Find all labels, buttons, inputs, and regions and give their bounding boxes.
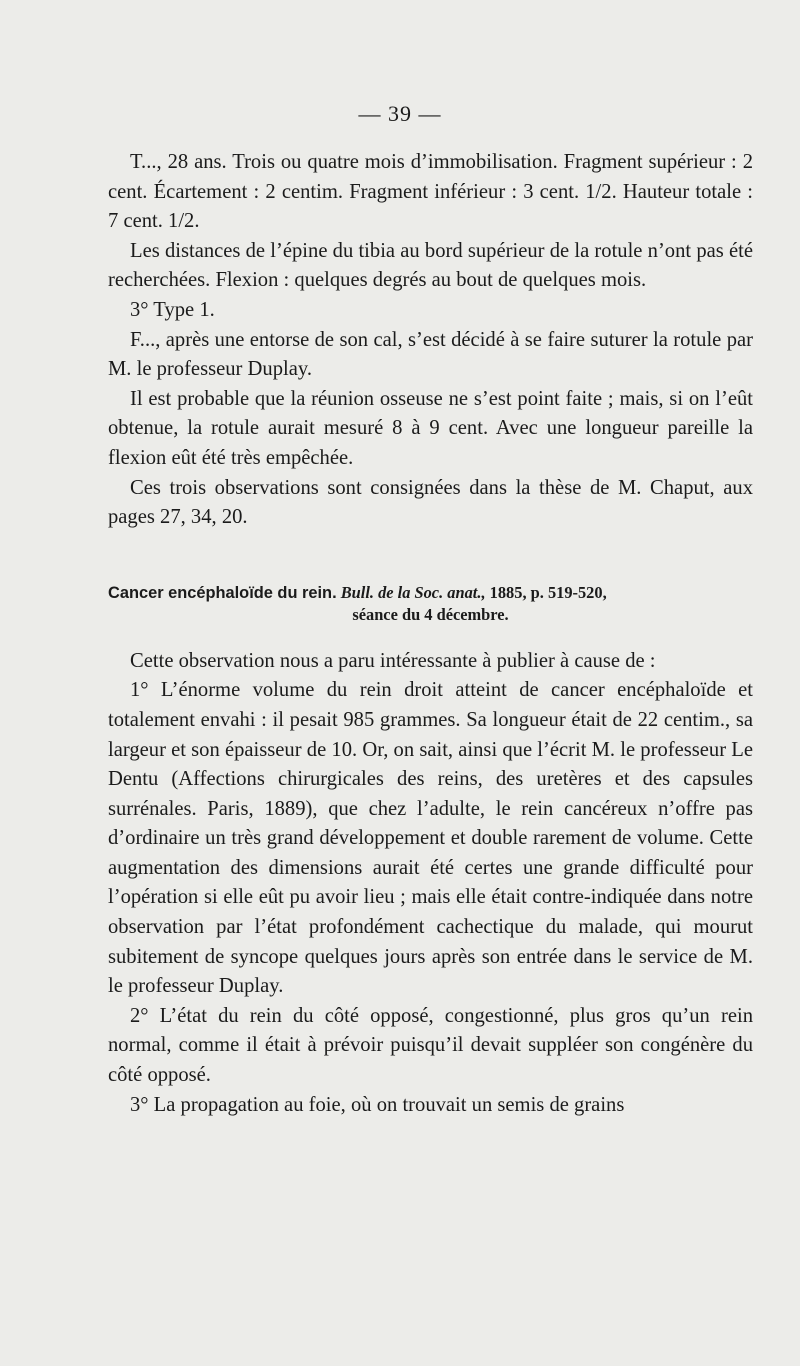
paragraph: F..., après une entorse de son cal, s’est décidé à se faire suturer la rotule par M. le professeur Duplay. xyxy=(108,328,753,381)
paragraph: Il est probable que la réunion osseuse ne s’est point faite ; mais, si on l’eût obtenue, la rotule aurait mesuré 8 à 9 cent. Avec une longueur pareille la flexion eût été très empêchée. xyxy=(108,387,753,469)
section-heading xyxy=(108,582,753,604)
paragraph: 3° Type 1. xyxy=(130,298,215,321)
paragraph: 2° L’état du rein du côté opposé, congestionné, plus gros qu’un rein normal, comme il était à prévoir puisqu’il devait suppléer son congénère du côté opposé. xyxy=(108,1004,753,1087)
paragraph: Cette observation nous a paru intéressante à publier à cause de : xyxy=(130,649,656,672)
heading-spacer xyxy=(108,626,753,647)
section-spacer xyxy=(108,533,753,582)
heading-title: Cancer encéphaloïde du rein. xyxy=(108,583,337,602)
paragraph: 3° La propagation au foie, où on trouvait un semis de grains xyxy=(130,1093,625,1116)
heading-session-date: séance du 4 décembre. xyxy=(352,604,509,624)
paragraph: 1° L’énorme volume du rein droit atteint de cancer encéphaloïde et totalement envahi : il pesait 985 grammes. Sa longueur était de 22 centim., sa largeur et son épaisseur de 10. Or, on sait, ainsi que l’écrit M. le professeur Le Dentu (Affections chirurgicales des reins, des uretères et des capsules surrénales. Paris, 1889), que chez l’adulte, le rein cancéreux n’offre pas d’ordinaire un très grand développement et double rarement de volume. Cette augmentation des dimensions aurait été certes une grande difficulté pour l’opération si elle eût pu avoir lieu ; mais elle était contre-indiquée dans notre observation par l’état profondément cachectique du malade, qui mourut subitement de syncope quelques jours après son entrée dans le service de M. le professeur Duplay. xyxy=(108,679,753,998)
page-body xyxy=(108,148,753,1120)
page-number: — 39 — xyxy=(358,101,442,126)
heading-reference: 1885, p. 519-520, xyxy=(489,582,607,602)
paragraph: Les distances de l’épine du tibia au bord supérieur de la rotule n’ont pas été recherchées. Flexion : quelques degrés au bout de quelques mois. xyxy=(108,239,753,292)
heading-source: Bull. de la Soc. anat., xyxy=(340,582,486,602)
paragraph: Ces trois observations sont consignées dans la thèse de M. Chaput, aux pages 27, 34, 20. xyxy=(108,476,753,529)
paragraph: T..., 28 ans. Trois ou quatre mois d’immobilisation. Fragment supérieur : 2 cent. Écartement : 2 centim. Fragment inférieur : 3 cent. 1/2. Hauteur totale : 7 cent. 1/2. xyxy=(108,151,753,233)
